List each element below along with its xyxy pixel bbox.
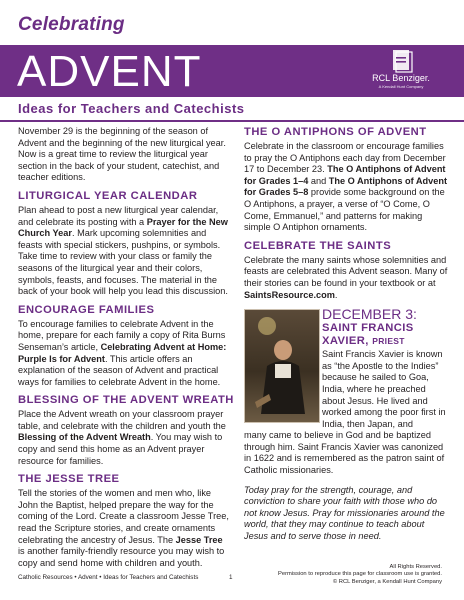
heading-o-antiphons: THE O ANTIPHONS OF ADVENT — [244, 126, 427, 138]
saint-bio-side: Saint Francis Xavier is known as “the Apostle to the Indies” because he sailed to Goa, India, where he preached about Jesus. He lived and worked among the poor first in India, then Japan, and — [322, 349, 446, 429]
header-rule — [0, 120, 464, 122]
saint-feature-date: DECEMBER 3: — [322, 306, 417, 323]
families-paragraph: To encourage families to celebrate Advent in the home, prepare for each family a copy of Rita Burns Senseman’s article, Celebrating Advent at Home: Purple Is for Advent. This article offers an explanation of the season of Advent and practical ways for families to celebrate Advent in the home. — [18, 318, 227, 387]
page-title: ADVENT — [17, 47, 202, 96]
rights-reserved: All Rights Reserved. — [389, 564, 442, 570]
heading-jesse-tree: THE JESSE TREE — [18, 473, 120, 486]
footer-copyright — [278, 564, 442, 586]
saint-feature-name: SAINT FRANCIS XAVIER, PRIEST — [322, 322, 414, 347]
heading-liturgical-year: LITURGICAL YEAR CALENDAR — [18, 189, 198, 202]
prayer-new-church-year-link: Prayer for the New Church Year — [18, 216, 228, 239]
right-column — [244, 126, 450, 549]
saint-prayer: Today pray for the strength, courage, and conviction to share your faith with those who do not know Jesus. Pray for missionaries around the world, that they may continue to teach about Jesus and to serve those in need. — [244, 484, 445, 542]
blessing-wreath-link: Blessing of the Advent Wreath — [18, 432, 151, 443]
intro-paragraph: November 29 is the beginning of the season of Advent and the beginning of the new liturgical year. Now is a great time to review the liturgical year section in the back of your student, catechist, and teacher editions. — [18, 126, 226, 183]
saint-bio-continued: many came to believe in God and be baptized through him. Saint Francis Xavier was canonized in 1622 and is remembered as the patron saint of Catholic missionaries. — [244, 430, 445, 476]
copyright-line: © RCL Benziger, a Kendall Hunt Company — [332, 578, 442, 585]
jesse-tree-link: Jesse Tree — [175, 534, 223, 545]
footer-breadcrumb: Catholic Resources • Advent • Ideas for Teachers and Catechists — [18, 574, 199, 581]
antiphons-paragraph: Celebrate in the classroom or encourage families to pray the O Antiphons each day from December 17 to December 23. The O Antiphons of Advent for Grades 1–4 and The O Antiphons of Advent for Grades 5–8 provide some background on the O Antiphons, a prayer, a verse of “O Come, O Come, Emmanuel,” and patterns for making simple O Antiphon ornaments. — [244, 141, 448, 233]
saint-figure-icon — [245, 310, 319, 422]
page-subtitle: Ideas for Teachers and Catechists — [18, 101, 245, 116]
heading-celebrate-saints: CELEBRATE THE SAINTS — [244, 239, 392, 252]
antiphons-grades-1-4-link: The O Antiphons of Advent for Grades 1–4 — [244, 164, 446, 186]
jesse-paragraph: Tell the stories of the women and men who, like John the Baptist, helped prepare the way for the coming of the Lord. Create a classroom Jesse Tree, read the Scripture stories, and create ornaments celebrating the ancestry of Jesus. The Jesse Tree is another family-friendly resource you may wish to copy and send home with children and youth. — [18, 488, 229, 568]
wreath-paragraph: Place the Advent wreath on your classroom prayer table, and celebrate with the children and youth the Blessing of the Advent Wreath. You may wish to copy and send this home as an Advent prayer resource for families. — [18, 409, 226, 466]
saint-francis-xavier-painting — [244, 309, 320, 423]
permission-note: Permission to reproduce this page for classroom use is granted. — [277, 571, 442, 578]
antiphons-grades-5-8-link: The O Antiphons of Advent for Grades 5–8 — [244, 175, 448, 198]
saint-feature — [244, 307, 450, 543]
header-top — [0, 0, 464, 45]
liturgical-paragraph: Plan ahead to post a new liturgical year calendar, and celebrate its posting with a Prayer for the New Church Year. Mark upcoming solemnities and feasts with special stickers, pushpins, or symbols. Take time to review with your class or family the seasons of the liturgical year and their colors, symbols, feasts, and focuses. The material in the back of your book will help you lead this discussion. — [18, 204, 228, 297]
header-celebrating: Celebrating — [18, 14, 125, 35]
book-logo-icon — [384, 49, 418, 73]
logo-subtitle: A Kendall Hunt Company — [378, 84, 424, 89]
heading-encourage-families: ENCOURAGE FAMILIES — [18, 303, 155, 316]
page-number: 1 — [229, 574, 233, 581]
saints-paragraph: Celebrate the many saints whose solemnities and feasts are celebrated this Advent season. Many of their stories can be found in your textbook or at SaintsResource.com. — [244, 254, 448, 300]
saint-feature-text — [322, 307, 450, 430]
purple-is-for-advent-link: Celebrating Advent at Home: Purple Is for Advent — [18, 341, 227, 364]
left-column — [18, 126, 234, 575]
publisher-logo — [366, 49, 436, 93]
saints-resource-link: SaintsResource.com — [244, 289, 335, 300]
header-banner — [0, 45, 464, 97]
heading-advent-wreath: BLESSING OF THE ADVENT WREATH — [18, 394, 234, 407]
logo-name: RCL Benziger. — [372, 73, 430, 83]
